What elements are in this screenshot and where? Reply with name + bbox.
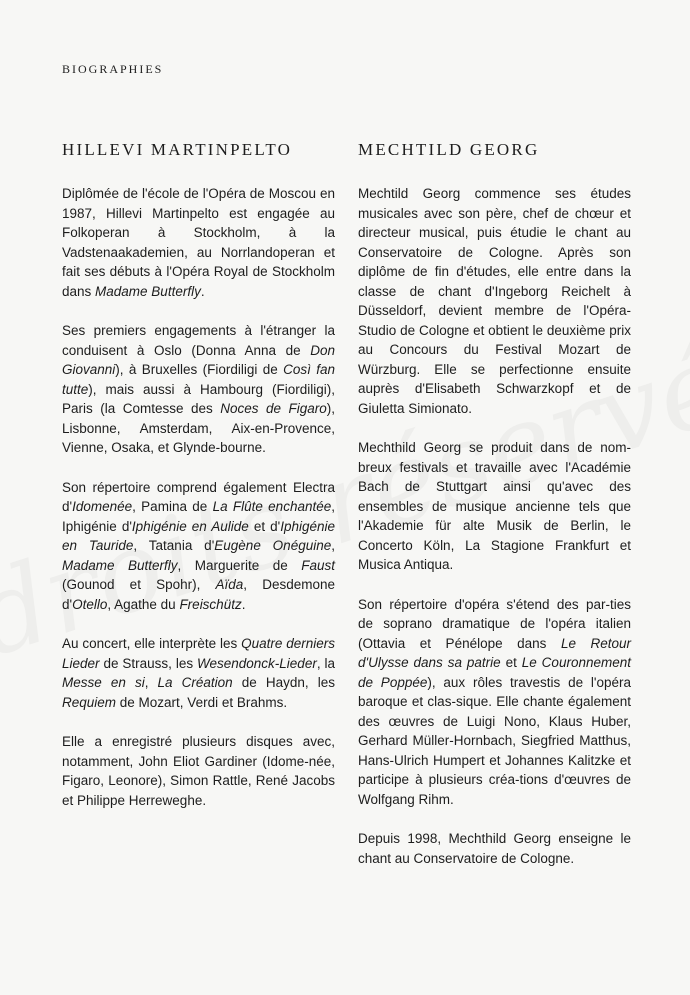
paragraph: Son répertoire comprend également Electra d'Idomenée, Pamina de La Flûte enchantée, Iphigénie d'Iphigénie en Aulide et d'Iphigénie en Tauride, Tatania d'Eugène Onéguine, Madame Butterfly, Marguerite de Faust (Gounod et Spohr), Aïda, Desdemone d'Otello, Agathe du Freischütz. (62, 479, 335, 612)
heading-georg: MECHTILD GEORG (358, 140, 540, 159)
heading-martinpelto: HILLEVI MARTINPELTO (62, 140, 293, 159)
biography-martinpelto (62, 140, 335, 830)
paragraph: Ses premiers engagements à l'étranger la conduisent à Oslo (Donna Anna de Don Giovanni), à Bruxelles (Fiordiligi de Così fan tutte), mais aussi à Hambourg (Fiordiligi), Paris (la Comtesse des Noces de Figaro), Lisbonne, Amsterdam, Aix-en-Provence, Vienne, Osaka, et Glynde-bourne. (62, 323, 336, 455)
paragraph: Depuis 1998, Mechthild Georg enseigne le chant au Conservatoire de Cologne. (358, 831, 631, 866)
paragraph: Au concert, elle interprète les Quatre derniers Lieder de Strauss, les Wesendonck-Lieder, la Messe en si, La Création de Haydn, les Requiem de Mozart, Verdi et Brahms. (62, 636, 336, 710)
paragraph: Mechtild Georg commence ses études musicales avec son père, chef de chœur et directeur musical, puis étudie le chant au Conservatoire de Cologne. Après son diplôme de fin d'études, elle entre dans la classe de chant d'Ingeborg Reichelt à Düsseldorf, devient membre de l'Opéra-Studio de Cologne et obtient le deuxième prix au Concours du Festival Mozart de Würzburg. Elle se perfectionne ensuite auprès d'Elisabeth Schwarzkopf et de Giuletta Simionato. (358, 186, 631, 416)
paragraph: Elle a enregistré plusieurs disques avec, notamment, John Eliot Gardiner (Idome-née, Figaro, Leonore), Simon Rattle, René Jacobs et Philippe Herreweghe. (62, 734, 335, 808)
paragraph: Son répertoire d'opéra s'étend des par-ties de soprano dramatique de l'opéra italien (Ottavia et Pénélope dans Le Retour d'Ulysse dans sa patrie et Le Couronnement de Poppée), aux rôles travestis de l'opéra baroque et clas-sique. Elle chante également des œuvres de Luigi Nono, Klaus Huber, Gerhard Müller-Hornbach, Siegfried Matthus, Hans-Ulrich Humpert et Johannes Kalitzke et participe à plusieurs créa-tions d'œuvres de Wolfgang Rihm. (358, 596, 631, 807)
biography-georg (358, 140, 631, 888)
paragraph: Diplômée de l'école de l'Opéra de Moscou en 1987, Hillevi Martinpelto est engagée au Folkoperan à Stockholm, à la Vadstenaakademien, au Norrlandoperan et fait ses débuts à l'Opéra Royal de Stockholm dans Madame Butterfly. (62, 186, 335, 299)
paragraph: Mechthild Georg se produit dans de nom-breux festivals et travaille avec l'Académie Bach de Stuttgart ainsi qu'avec des ensembles de musique ancienne tels que l'Akademie für alte Musik de Berlin, le Concerto Köln, La Stagione Frankfurt et Musica Antiqua. (358, 440, 631, 572)
section-label: BIOGRAPHIES (62, 62, 164, 76)
